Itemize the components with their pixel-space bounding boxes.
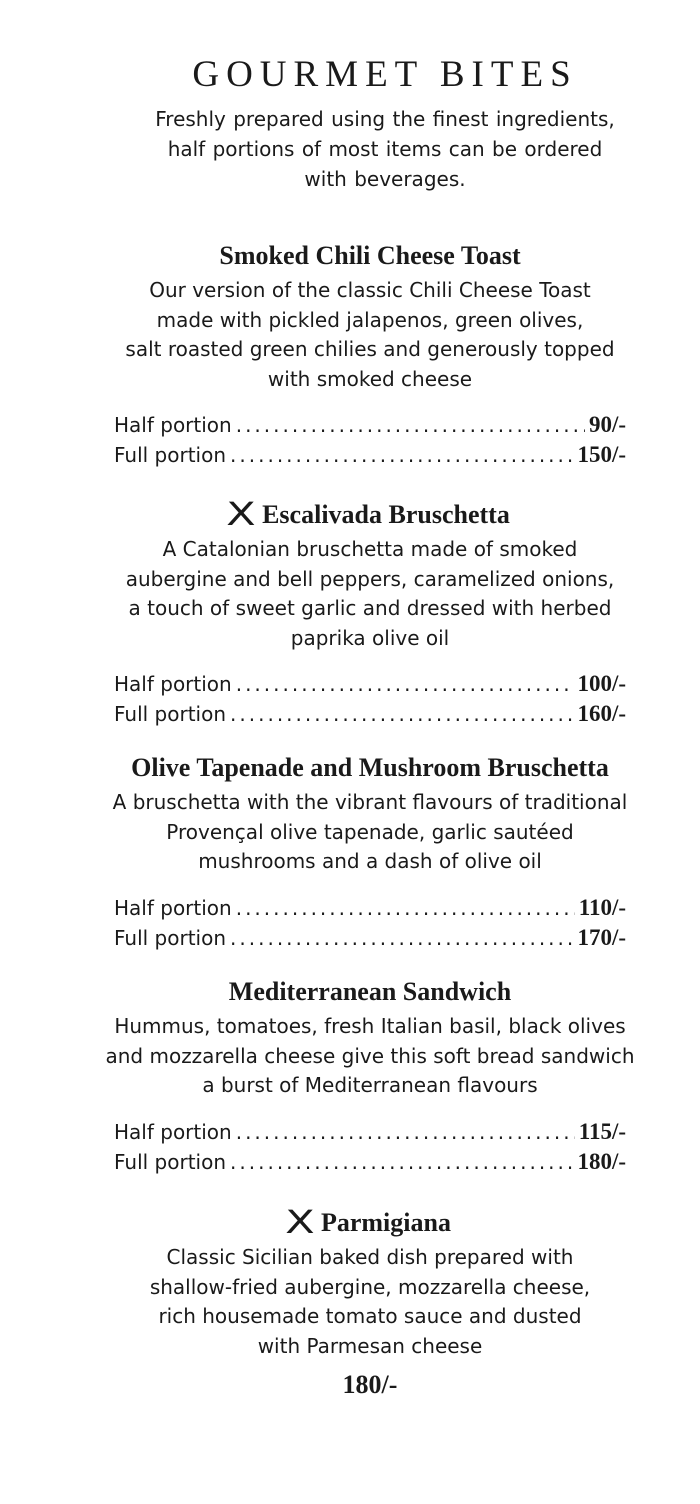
item-title: [0, 752, 700, 784]
intro-text: [0, 104, 700, 194]
cross-mark-icon: X: [226, 495, 256, 533]
price-value: 180/-: [342, 1370, 398, 1399]
dot-leader: [230, 923, 573, 953]
item-title: [0, 1204, 700, 1239]
desc-line: with smoked cheese: [267, 366, 473, 391]
item-title: [0, 496, 700, 531]
dot-leader: [230, 699, 573, 729]
desc-line: A bruschetta with the vibrant flavours of traditional: [112, 790, 628, 814]
price-label: Half portion: [114, 895, 232, 920]
price-label: Full portion: [114, 443, 227, 467]
item-title-text: Mediterranean Sandwich: [228, 977, 512, 1006]
desc-line: a touch of sweet garlic and dressed with herbed: [128, 596, 612, 620]
intro-line: with beverages.: [304, 167, 466, 191]
price-value: 170/-: [577, 924, 626, 950]
price-list: [114, 669, 626, 729]
price-value: 100/-: [577, 671, 626, 696]
price-row-half: [114, 893, 626, 923]
price-list: [114, 410, 626, 470]
item-title-text: Parmigiana: [320, 1208, 451, 1237]
price-row-half: [114, 1117, 626, 1147]
item-title: [0, 240, 700, 272]
menu-item-escalivada-bruschetta: [0, 496, 700, 729]
price-label: Half portion: [114, 413, 232, 437]
desc-line: A Catalonian bruschetta made of smoked: [162, 537, 578, 561]
item-title-text: Smoked Chili Cheese Toast: [219, 241, 521, 270]
price-label: Full portion: [114, 702, 227, 726]
dot-leader: [230, 440, 573, 470]
dot-leader: [236, 1117, 575, 1147]
desc-line: Hummus, tomatoes, fresh Italian basil, black olives: [114, 1014, 626, 1038]
price-value: 90/-: [588, 412, 626, 437]
price-label: Half portion: [114, 672, 232, 696]
price-list: [114, 893, 626, 953]
menu-item-smoked-chili-cheese-toast: [0, 240, 700, 470]
desc-line: rich housemade tomato sauce and dusted: [158, 1304, 582, 1328]
price-row-half: [114, 410, 626, 440]
price-label: Full portion: [114, 925, 227, 950]
price-list: [114, 1117, 626, 1177]
item-description: [0, 788, 700, 877]
price-label: Full portion: [114, 1149, 227, 1174]
intro-line: Freshly prepared using the finest ingredients,: [155, 107, 615, 131]
item-description: [0, 276, 700, 394]
desc-line: mushrooms and a dash of olive oil: [198, 849, 542, 873]
desc-line: with Parmesan cheese: [257, 1333, 483, 1358]
item-description: [0, 1012, 700, 1101]
intro-line: half portions of most items can be ordered: [167, 137, 603, 161]
price-value: 150/-: [577, 442, 626, 467]
price-row-full: [114, 440, 626, 470]
desc-line: and mozzarella cheese give this soft bread sandwich: [105, 1043, 635, 1068]
menu-item-parmigiana: [0, 1204, 700, 1401]
price-value: 115/-: [578, 1118, 626, 1144]
dot-leader: [230, 1147, 573, 1177]
menu-item-olive-tapenade-bruschetta: [0, 752, 700, 953]
dot-leader: [236, 893, 575, 923]
item-description: [0, 1243, 700, 1361]
cross-mark-icon: X: [285, 1203, 315, 1241]
price-value: 160/-: [577, 701, 626, 726]
desc-line: a burst of Mediterranean flavours: [202, 1073, 538, 1097]
item-description: [0, 535, 700, 653]
desc-line: shallow-fried aubergine, mozzarella cheese,: [149, 1274, 591, 1299]
price-row-full: [114, 699, 626, 729]
item-title-text: Olive Tapenade and Mushroom Bruschetta: [131, 753, 609, 782]
menu-header: [0, 52, 700, 194]
item-title-text: Escalivada Bruschetta: [262, 500, 510, 529]
desc-line: aubergine and bell peppers, caramelized onions,: [125, 566, 615, 591]
dot-leader: [236, 410, 585, 440]
dot-leader: [236, 669, 574, 699]
desc-line: salt roasted green chilies and generously topped: [125, 337, 615, 361]
price-label: Half portion: [114, 1119, 232, 1144]
page-title: GOURMET BITES: [192, 54, 578, 95]
desc-line: made with pickled jalapenos, green olives,: [156, 307, 584, 332]
desc-line: paprika olive oil: [290, 625, 450, 650]
price-row-half: [114, 669, 626, 699]
menu-item-mediterranean-sandwich: [0, 976, 700, 1177]
desc-line: Classic Sicilian baked dish prepared with: [166, 1245, 574, 1269]
price-row-full: [114, 1147, 626, 1177]
price-value: 110/-: [578, 894, 626, 920]
desc-line: Provençal olive tapenade, garlic sautéed: [166, 819, 574, 844]
price-value: 180/-: [577, 1148, 626, 1174]
price-row-full: [114, 923, 626, 953]
item-title: [0, 976, 700, 1008]
desc-line: Our version of the classic Chili Cheese Toast: [149, 278, 591, 302]
